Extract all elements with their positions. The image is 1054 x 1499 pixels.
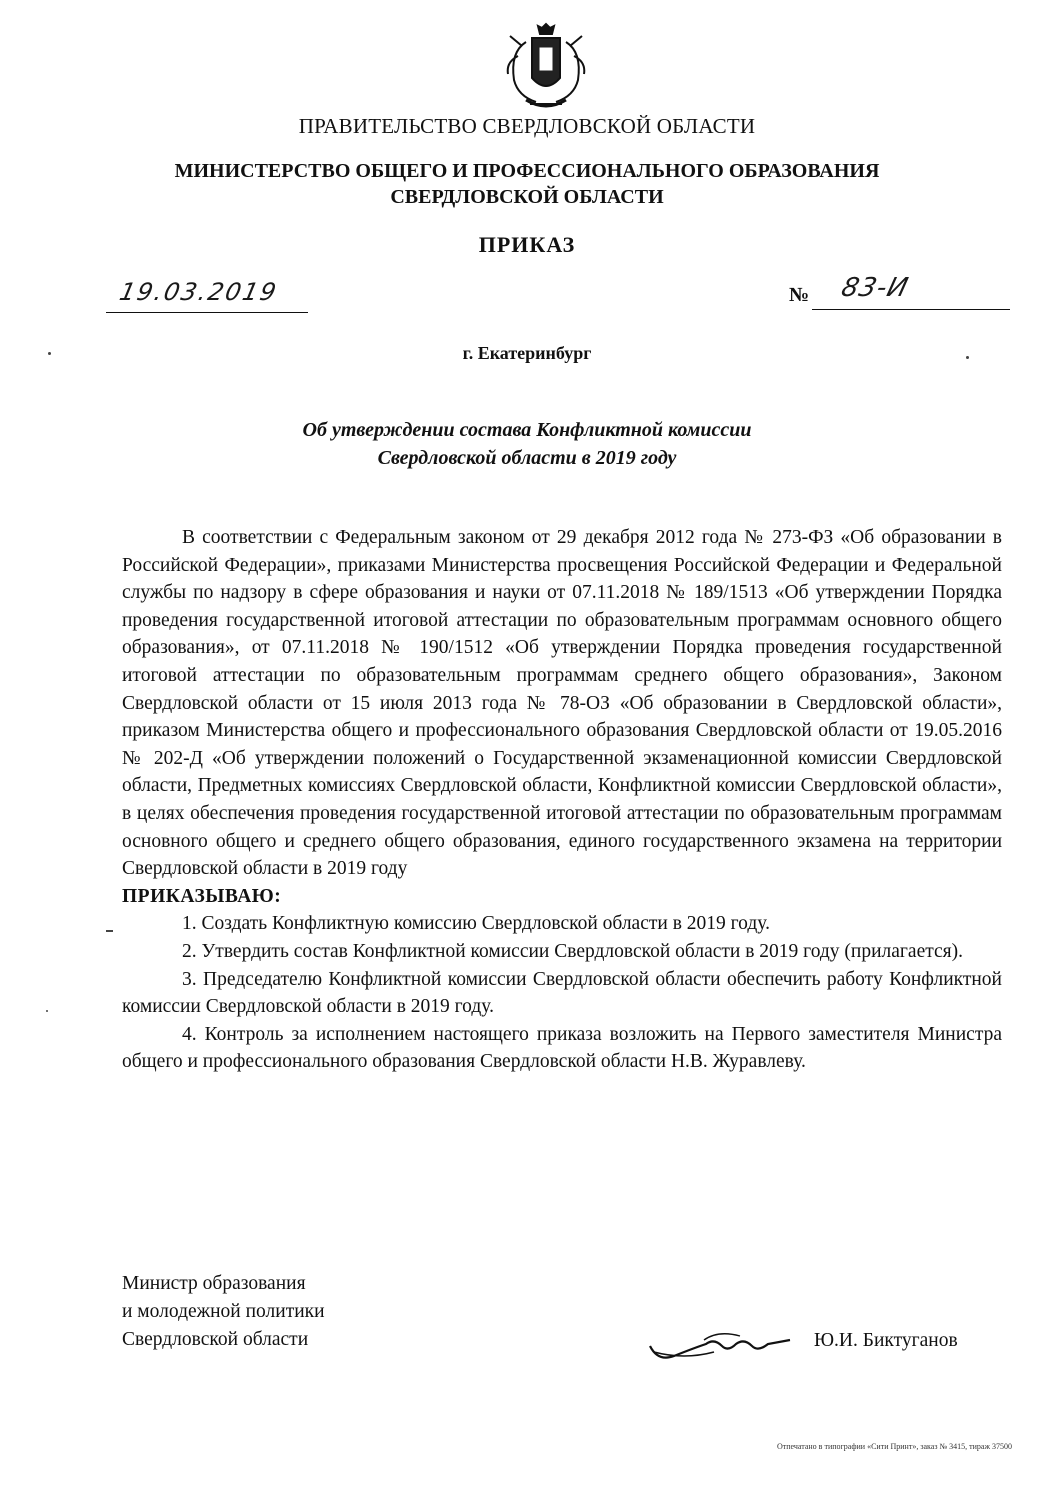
subject-line-1: Об утверждении состава Конфликтной комиссии [302, 419, 752, 441]
ministry-heading [0, 158, 1054, 210]
government-heading: ПРАВИТЕЛЬСТВО СВЕРДЛОВСКОЙ ОБЛАСТИ [298, 114, 756, 138]
signer-position-line-3: Свердловской области [122, 1329, 309, 1350]
scan-speck [966, 356, 969, 359]
scan-speck [46, 1010, 48, 1012]
order-item-4: 4. Контроль за исполнением настоящего приказа возложить на Первого заместителя Министра общего и профессионального образования Свердловской области Н.В. Журавлеву. [122, 1023, 1002, 1073]
preamble-paragraph: В соответствии с Федеральным законом от 29 декабря 2012 года № 273-ФЗ «Об образовании в Российской Федерации», приказами Министерства просвещения Российской Федерации и Федеральной службы по надзору в сфере образования и науки от 07.11.2018 № 189/1513 «Об утверждении Порядка проведения государственной итоговой аттестации по образовательным программам основного общего образования», от 07.11.2018 № 190/1512 «Об утверждении Порядка проведения государственной итоговой аттестации по образовательным программам среднего общего образования», Законом Свердловской области от 15 июля 2013 года № 78-ОЗ «Об образовании в Свердловской области», приказом Министерства общего и профессионального образования Свердловской области от 19.05.2016 № 202-Д «Об утверждении положений о Государственной экзаменационной комиссии Свердловской области, Предметных комиссиях Свердловской области, Конфликтной комиссии Свердловской области», в целях обеспечения проведения государственной итоговой аттестации по образовательным программам основного общего и среднего общего образования, единого государственного экзамена на территории Свердловской области в 2019 году [122, 527, 1002, 880]
handwritten-number: 83-И [838, 273, 912, 303]
ministry-line-2: СВЕРДЛОВСКОЙ ОБЛАСТИ [390, 186, 664, 208]
signer-position-line-1: Министр образования [122, 1273, 306, 1294]
handwritten-date: 19.03.2019 [117, 278, 281, 306]
city-line: г. Екатеринбург [462, 343, 592, 363]
order-item-2: 2. Утвердить состав Конфликтной комиссии Свердловской области в 2019 году (прилагается). [182, 940, 963, 962]
document-body [122, 524, 1002, 1076]
signer-position-line-2: и молодежной политики [122, 1301, 325, 1322]
number-label: № [789, 284, 810, 306]
signer-position [122, 1270, 325, 1354]
print-note: Отпечатано в типографии «Сити Принт», заказ № 3415, тираж 37500 [776, 1442, 1012, 1451]
date-field [106, 278, 308, 313]
ministry-line-1: МИНИСТЕРСТВО ОБЩЕГО И ПРОФЕССИОНАЛЬНОГО ОБРАЗОВАНИЯ [174, 160, 880, 182]
coat-of-arms-emblem [496, 22, 596, 114]
handwritten-signature [644, 1326, 794, 1366]
scan-speck [48, 352, 51, 355]
subject-line-2: Свердловской области в 2019 году [377, 447, 677, 469]
order-item-1: 1. Создать Конфликтную комиссию Свердловской области в 2019 году. [182, 913, 770, 935]
signer-name: Ю.И. Биктуганов [814, 1330, 958, 1351]
order-word: ПРИКАЗЫВАЮ: [122, 885, 282, 907]
subject-heading [0, 416, 1054, 472]
order-item-3: 3. Председателю Конфликтной комиссии Свердловской области обеспечить работу Конфликтной комиссии Свердловской области в 2019 году. [122, 968, 1002, 1018]
number-field [812, 275, 1010, 310]
scan-speck [106, 930, 113, 932]
document-type-title: ПРИКАЗ [478, 232, 576, 257]
